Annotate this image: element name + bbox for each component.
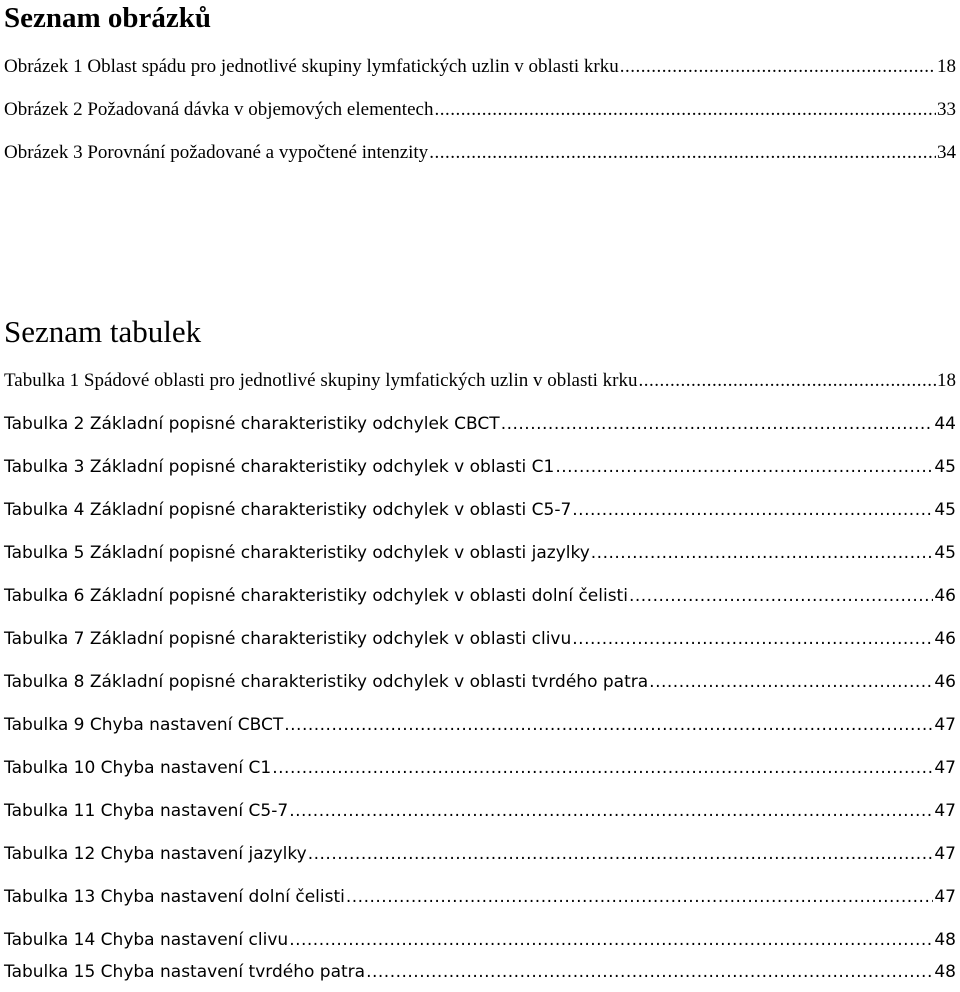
table-entry-page: 47	[934, 887, 956, 907]
table-entry-7[interactable]	[4, 629, 956, 659]
dot-leader	[429, 142, 936, 164]
table-entry-title: Tabulka 2 Základní popisné charakteristiky odchylek CBCT	[4, 414, 500, 434]
figure-entry-page: 18	[937, 56, 956, 77]
table-entry-page: 45	[934, 543, 956, 563]
table-entry-page: 47	[934, 801, 956, 821]
table-entry-4[interactable]	[4, 500, 956, 530]
table-entry-page: 44	[934, 414, 956, 434]
table-entry-14[interactable]	[4, 930, 956, 960]
table-entry-title: Tabulka 14 Chyba nastavení clivu	[4, 930, 289, 950]
table-entry-10[interactable]	[4, 758, 956, 788]
figure-entry-page: 34	[937, 142, 956, 163]
table-entry-5[interactable]	[4, 543, 956, 573]
table-entry-1[interactable]	[4, 370, 956, 400]
table-entry-title: Tabulka 4 Základní popisné charakteristiky odchylek v oblasti C5-7	[4, 500, 572, 520]
table-entry-page: 45	[934, 500, 956, 520]
table-entry-2[interactable]	[4, 414, 956, 444]
figure-entry-2[interactable]	[4, 99, 956, 129]
dot-leader	[591, 543, 934, 563]
table-entry-title: Tabulka 15 Chyba nastavení tvrdého patra	[4, 962, 366, 982]
table-entry-title: Tabulka 8 Základní popisné charakteristiky odchylek v oblasti tvrdého patra	[4, 672, 649, 692]
table-entry-title: Tabulka 9 Chyba nastavení CBCT	[4, 715, 284, 735]
table-entry-9[interactable]	[4, 715, 956, 745]
figure-entry-1[interactable]	[4, 56, 956, 86]
table-entry-12[interactable]	[4, 844, 956, 874]
table-entry-title: Tabulka 5 Základní popisné charakteristiky odchylek v oblasti jazylky	[4, 543, 590, 563]
table-entry-page: 48	[934, 930, 956, 950]
table-entry-page: 46	[934, 672, 956, 692]
table-entry-page: 46	[934, 629, 956, 649]
table-entry-page: 46	[934, 586, 956, 606]
tables-list-heading: Seznam tabulek	[4, 314, 202, 349]
dot-leader	[638, 370, 936, 392]
table-entry-title: Tabulka 7 Základní popisné charakteristiky odchylek v oblasti clivu	[4, 629, 572, 649]
table-entry-page: 45	[934, 457, 956, 477]
dot-leader	[572, 500, 933, 520]
table-entry-8[interactable]	[4, 672, 956, 702]
table-entry-title: Tabulka 10 Chyba nastavení C1	[4, 758, 272, 778]
table-entry-13[interactable]	[4, 887, 956, 917]
table-entry-page: 47	[934, 715, 956, 735]
figure-entry-title: Obrázek 1 Oblast spádu pro jednotlivé skupiny lymfatických uzlin v oblasti krku	[4, 56, 619, 77]
table-entry-title: Tabulka 13 Chyba nastavení dolní čelisti	[4, 887, 345, 907]
dot-leader	[501, 414, 934, 434]
table-entry-11[interactable]	[4, 801, 956, 831]
dot-leader	[272, 758, 933, 778]
dot-leader	[649, 672, 933, 692]
dot-leader	[346, 887, 933, 907]
table-entry-page: 47	[934, 844, 956, 864]
dot-leader	[366, 962, 933, 982]
dot-leader	[289, 801, 933, 821]
figure-entry-title: Obrázek 3 Porovnání požadované a vypočtené intenzity	[4, 142, 429, 163]
table-entry-page: 47	[934, 758, 956, 778]
table-entry-title: Tabulka 1 Spádové oblasti pro jednotlivé skupiny lymfatických uzlin v oblasti krku	[4, 370, 638, 391]
dot-leader	[555, 457, 933, 477]
dot-leader	[629, 586, 933, 606]
dot-leader	[289, 930, 933, 950]
table-entry-title: Tabulka 3 Základní popisné charakteristiky odchylek v oblasti C1	[4, 457, 555, 477]
table-entry-page: 18	[937, 370, 956, 391]
table-entry-6[interactable]	[4, 586, 956, 616]
figures-list-heading: Seznam obrázků	[4, 2, 212, 34]
figure-entry-title: Obrázek 2 Požadovaná dávka v objemových elementech	[4, 99, 434, 120]
figure-entry-page: 33	[937, 99, 956, 120]
table-entry-title: Tabulka 12 Chyba nastavení jazylky	[4, 844, 307, 864]
dot-leader	[620, 56, 936, 78]
dot-leader	[308, 844, 934, 864]
dot-leader	[434, 99, 936, 121]
table-entry-title: Tabulka 11 Chyba nastavení C5-7	[4, 801, 289, 821]
table-entry-3[interactable]	[4, 457, 956, 487]
table-entry-title: Tabulka 6 Základní popisné charakteristiky odchylek v oblasti dolní čelisti	[4, 586, 628, 606]
dot-leader	[284, 715, 933, 735]
table-entry-15[interactable]	[4, 962, 956, 992]
dot-leader	[572, 629, 933, 649]
figure-entry-3[interactable]	[4, 142, 956, 172]
table-entry-page: 48	[934, 962, 956, 982]
